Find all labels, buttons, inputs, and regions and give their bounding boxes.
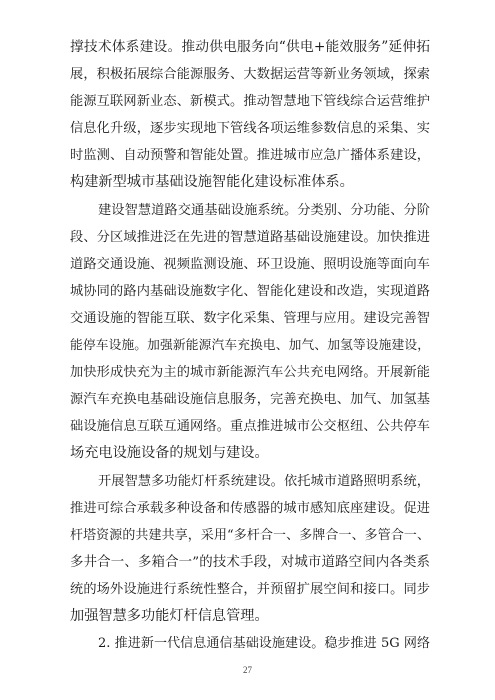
text-line: 能停车设施。加强新能源汽车充换电、加气、加氢等设施建设， (70, 338, 430, 354)
text-line: 城协同的路内基础设施数字化、智能化建设和改造，实现道路 (70, 283, 430, 299)
page-number: 27 (243, 665, 252, 675)
text-line: 段、分区域推进泛在先进的智慧道路基础设施建设。加快推进 (70, 229, 430, 245)
text-line: 展，积极拓展综合能源服务、大数据运营等新业务领域，探索 (70, 67, 430, 83)
text-line: 加快形成快充为主的城市新能源汽车公共充电网络。开展新能 (70, 365, 430, 381)
body-text (70, 34, 430, 657)
text-line: 础设施信息互联互通网络。重点推进城市公交枢纽、公共停车 (70, 419, 430, 435)
text-line: 多井合一、多箱合一”的技术手段，对城市道路空间内各类系 (70, 554, 430, 570)
text-line: 开展智慧多功能灯杆系统建设。依托城市道路照明系统， (98, 473, 430, 489)
text-line: 杆塔资源的共建共享，采用“多杆合一、多牌合一、多管合一、 (70, 527, 430, 543)
text-line: 推进可综合承载多种设备和传感器的城市感知底座建设。促进 (70, 500, 430, 516)
text-line: 能源互联网新业态、新模式。推动智慧地下管线综合运营维护 (70, 94, 430, 110)
text-line: 时监测、自动预警和智能处置。推进城市应急广播体系建设， (70, 148, 430, 164)
text-line: 道路交通设施、视频监测设施、环卫设施、照明设施等面向车 (70, 256, 430, 272)
text-line: 信息化升级，逐步实现地下管线各项运维参数信息的采集、实 (70, 121, 430, 137)
text-line: 源汽车充换电基础设施信息服务，完善充换电、加气、加氢基 (70, 392, 430, 408)
text-line: 加强智慧多功能灯杆信息管理。 (70, 607, 269, 624)
text-line: 构建新型城市基础设施智能化建设标准体系。 (70, 174, 354, 191)
text-line: 撑技术体系建设。推动供电服务向“供电+能效服务”延伸拓 (70, 39, 430, 55)
text-line: 统的场外设施进行系统性整合，并预留扩展空间和接口。同步 (70, 581, 430, 597)
text-line: 2. 推进新一代信息通信基础设施建设。稳步推进 5G 网络 (98, 636, 430, 652)
text-line: 场充电设施设备的规划与建设。 (70, 445, 269, 462)
text-line: 交通设施的智能互联、数字化采集、管理与应用。建设完善智 (70, 310, 430, 326)
text-line: 建设智慧道路交通基础设施系统。分类别、分功能、分阶 (98, 202, 430, 218)
